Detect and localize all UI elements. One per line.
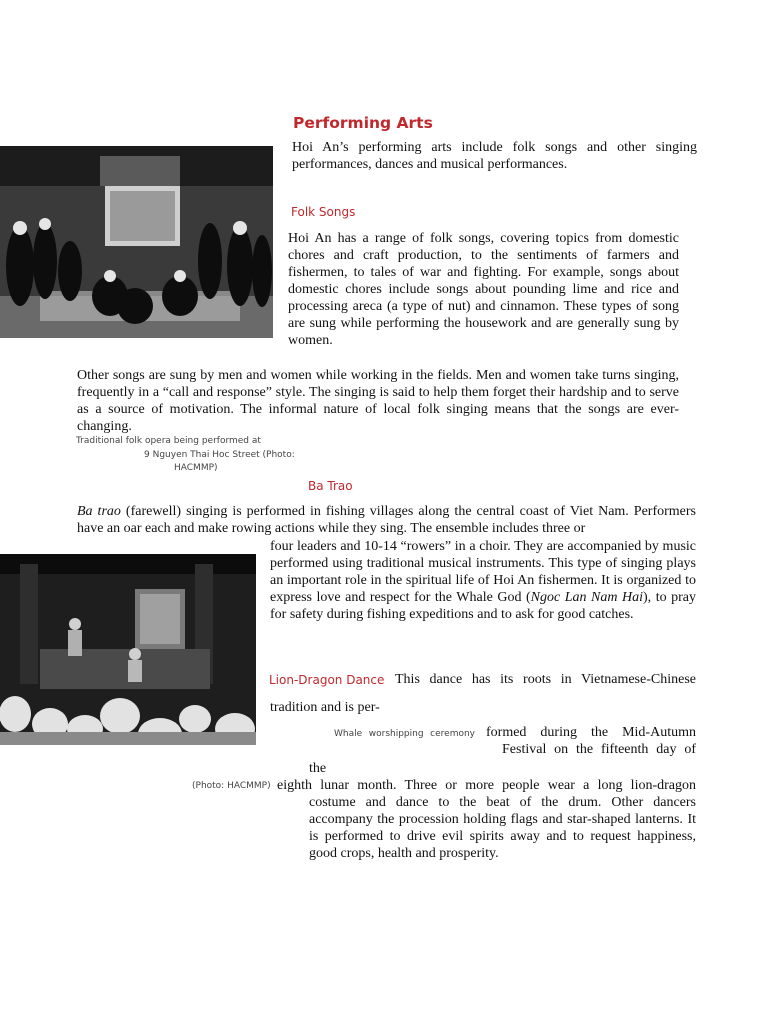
lion-dragon-line: the <box>309 761 327 776</box>
folk-songs-heading: Folk Songs <box>291 205 356 219</box>
ba-trao-body-end: ), to pray for safety during fishing expeditions and to ask for good catches. <box>270 590 696 622</box>
ba-trao-body-text: four leaders and 10-14 “rowers” in a choir. They are accompanied by music performed using traditional musical instruments. This type of singing plays an important role in the spiritual life of Hoi An fishermen. It is organized to express love and respect for the Whale God ( <box>270 539 696 605</box>
whale-photo-caption: Whale worshipping ceremony <box>334 729 475 739</box>
photo-caption-line: HACMMP) <box>174 463 218 473</box>
whale-photo-credit: (Photo: HACMMP) <box>192 781 271 791</box>
photo-caption-line: Traditional folk opera being performed at <box>76 436 261 446</box>
whale-god-name: Ngoc Lan Nam Hai <box>530 590 644 605</box>
lion-dragon-line: eighth lunar month. Three or more people wear a long lion-dragon <box>277 778 696 793</box>
folk-songs-paragraph-2: Other songs are sung by men and women while working in the fields. Men and women take turns singing, frequently in a “call and response” style. The singing is said to help them forget their hardship and to serve as a source of motivation. The informal nature of local folk singing means that the songs are ever-changing. <box>77 368 679 434</box>
lion-dragon-line: tradition and is per- <box>270 700 380 715</box>
ba-trao-lead-text: (farewell) singing is performed in fishing villages along the central coast of Viet Nam. Performers have an oar each and make rowing actions while they sing. The ensemble includes three or <box>77 504 697 536</box>
page-title: Performing Arts <box>293 114 433 132</box>
lion-dragon-line: formed during the Mid-Autumn <box>486 725 696 740</box>
photo-caption-line: 9 Nguyen Thai Hoc Street (Photo: <box>144 450 295 460</box>
lion-dragon-paragraph: costume and dance to the beat of the drum. Other dancers accompany the procession holding flags and star-shaped lanterns. It is performed to drive evil spirits away and to request happiness, good crops, health and prosperity. <box>309 795 696 861</box>
lion-dragon-heading: Lion-Dragon Dance <box>269 673 385 687</box>
ba-trao-lead <box>77 503 696 537</box>
lion-dragon-line: Festival on the fifteenth day of <box>502 742 696 757</box>
ba-trao-heading: Ba Trao <box>308 479 353 493</box>
folk-songs-paragraph-1: Hoi An has a range of folk songs, covering topics from domestic chores and craft production, to the sentiments of farmers and fishermen, to tales of war and fighting. For example, songs about domestic chores include songs about pounding lime and rice and processing areca (a type of nut) and cinnamon. These types of song are sung while performing the housework and are generally sung by women. <box>288 231 679 348</box>
ba-trao-term: Ba trao <box>77 504 121 519</box>
folk-opera-photo <box>0 146 273 338</box>
lion-dragon-line: This dance has its roots in Vietnamese-Chinese <box>395 672 696 687</box>
intro-paragraph: Hoi An’s performing arts include folk songs and other singing performances, dances and musical performances. <box>292 140 697 172</box>
ba-trao-body <box>270 538 696 623</box>
whale-ceremony-photo <box>0 554 256 745</box>
